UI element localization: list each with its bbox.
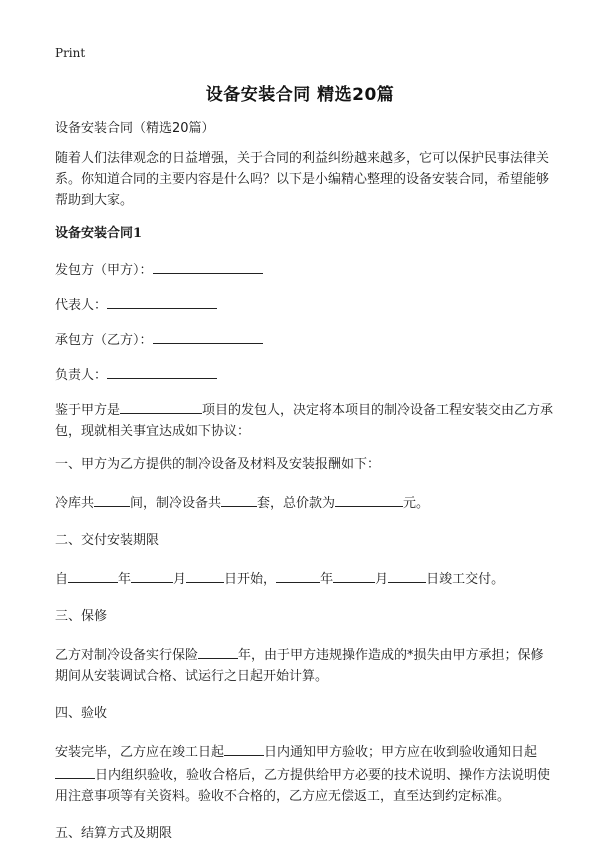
clause-2-body bbox=[55, 567, 555, 590]
inspect-days-blank[interactable] bbox=[55, 763, 95, 779]
warranty-years-blank[interactable] bbox=[198, 643, 238, 659]
representative-blank[interactable] bbox=[107, 293, 217, 309]
clause-2-text-5: 年 bbox=[320, 572, 334, 587]
representative-label: 代表人： bbox=[55, 298, 108, 313]
clause-1-heading: 一、甲方为乙方提供的制冷设备及材料及安装报酬如下： bbox=[55, 457, 381, 472]
clause-2-text-7: 日竣工交付。 bbox=[426, 572, 505, 587]
party-b-field bbox=[55, 328, 555, 349]
responsible-label: 负责人： bbox=[55, 368, 108, 383]
section-heading: 设备安装合同1 bbox=[55, 226, 143, 241]
representative-field bbox=[55, 293, 555, 314]
party-a-label: 发包方（甲方）： bbox=[55, 263, 153, 278]
project-name-blank[interactable] bbox=[120, 398, 202, 414]
party-b-label: 承包方（乙方）： bbox=[55, 333, 153, 348]
clause-3-heading: 三、保修 bbox=[55, 609, 108, 624]
print-link[interactable]: Print bbox=[55, 46, 86, 60]
preamble-paragraph bbox=[55, 398, 555, 442]
start-day-blank[interactable] bbox=[186, 567, 224, 583]
clause-2-text-4: 日开始， bbox=[224, 572, 277, 587]
notify-days-blank[interactable] bbox=[224, 740, 264, 756]
equipment-count-blank[interactable] bbox=[221, 491, 257, 507]
preamble-text-1: 鉴于甲方是 bbox=[55, 403, 121, 418]
clause-3-text-1: 乙方对制冷设备实行保险 bbox=[55, 648, 199, 663]
responsible-blank[interactable] bbox=[107, 363, 217, 379]
clause-4-text-3: 日内组织验收，验收合格后，乙方提供给甲方必要的技术说明、操作方法说明使用注意事项等有关资料。验收不合格的，乙方应无偿返工，直至达到约定标准。 bbox=[55, 768, 551, 804]
clause-4-body bbox=[55, 740, 555, 807]
room-count-blank[interactable] bbox=[94, 491, 130, 507]
clause-1-text-2: 间，制冷设备共 bbox=[130, 496, 222, 511]
total-price-blank[interactable] bbox=[335, 491, 403, 507]
clause-2-text-6: 月 bbox=[375, 572, 389, 587]
clause-4-text-2: 日内通知甲方验收；甲方应在收到验收通知日起 bbox=[264, 745, 538, 760]
clause-5-heading: 五、结算方式及期限 bbox=[55, 826, 173, 841]
clause-2-text-2: 年 bbox=[118, 572, 132, 587]
party-b-blank[interactable] bbox=[153, 328, 263, 344]
clause-4-heading: 四、验收 bbox=[55, 706, 108, 721]
end-year-blank[interactable] bbox=[276, 567, 320, 583]
party-a-field bbox=[55, 258, 555, 279]
document-subtitle: 设备安装合同（精选20篇） bbox=[55, 121, 215, 136]
clause-4-text-1: 安装完毕，乙方应在竣工日起 bbox=[55, 745, 225, 760]
responsible-field bbox=[55, 363, 555, 384]
clause-3-body bbox=[55, 643, 555, 687]
clause-1-body bbox=[55, 491, 555, 514]
clause-2-text-1: 自 bbox=[55, 572, 69, 587]
clause-3-text-2: 年，由于甲方违规操作造成的*损失由甲方承担；保修期间从安装调试合格、试运行之日起开始计算。 bbox=[55, 648, 544, 684]
party-a-blank[interactable] bbox=[153, 258, 263, 274]
end-month-blank[interactable] bbox=[333, 567, 375, 583]
document-body bbox=[55, 118, 555, 844]
clause-2-heading: 二、交付安装期限 bbox=[55, 533, 160, 548]
start-year-blank[interactable] bbox=[68, 567, 118, 583]
intro-paragraph: 随着人们法律观念的日益增强，关于合同的利益纠纷越来越多，它可以保护民事法律关系。你知道合同的主要内容是什么吗？以下是小编精心整理的设备安装合同，希望能够帮助到大家。 bbox=[55, 151, 550, 208]
clause-1-text-3: 套，总价款为 bbox=[257, 496, 336, 511]
page-title: 设备安装合同 精选20篇 bbox=[205, 85, 395, 105]
start-month-blank[interactable] bbox=[131, 567, 173, 583]
preamble-text-2: 项目的发包人，决定将本项目的制冷设备工程安装交由乙方承包，现就相关事宜达成如下协议： bbox=[55, 403, 554, 439]
clause-1-text-4: 元。 bbox=[403, 496, 430, 511]
clause-1-text-1: 冷库共 bbox=[55, 496, 95, 511]
clause-2-text-3: 月 bbox=[173, 572, 187, 587]
end-day-blank[interactable] bbox=[388, 567, 426, 583]
